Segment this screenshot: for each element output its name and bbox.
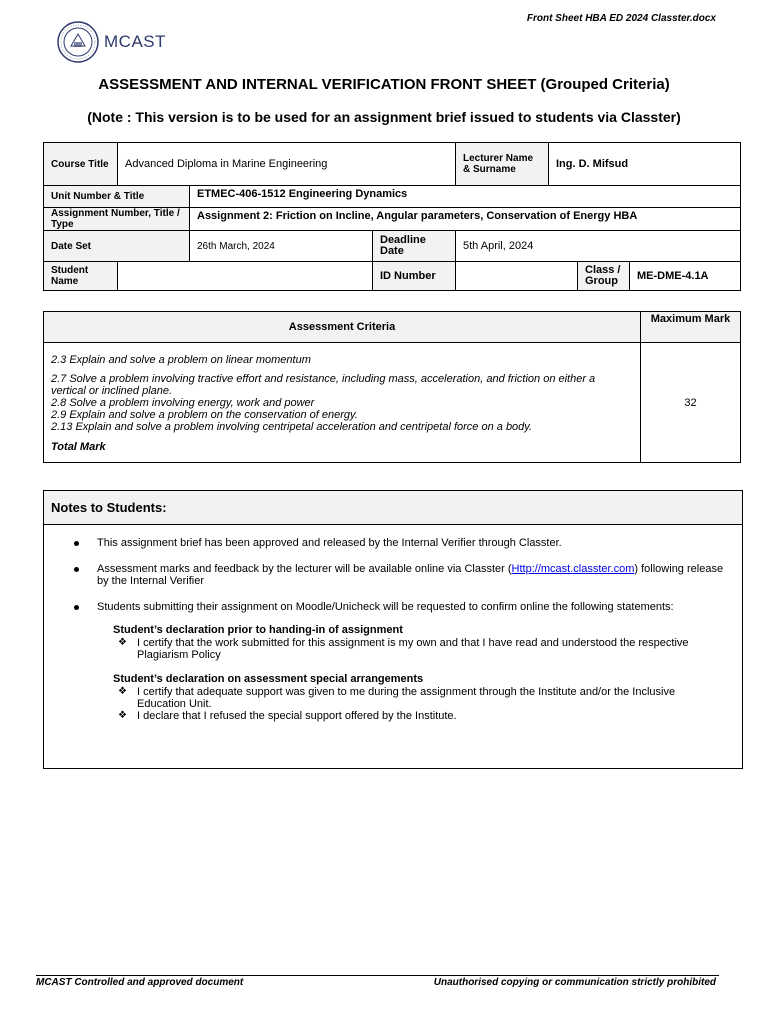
assignment-label: Assignment Number, Title / Type bbox=[44, 208, 190, 230]
notes-box bbox=[43, 490, 743, 769]
page-title: ASSESSMENT AND INTERNAL VERIFICATION FRONT SHEET (Grouped Criteria) bbox=[98, 76, 670, 93]
criteria-table bbox=[43, 311, 741, 463]
notes-bullet-text bbox=[97, 563, 727, 587]
bullet-icon bbox=[74, 537, 97, 549]
notes-body bbox=[44, 525, 742, 722]
info-row-unit bbox=[44, 186, 740, 208]
notes-bullet bbox=[74, 601, 742, 613]
class-group-value: ME-DME-4.1A bbox=[637, 270, 709, 282]
max-mark-header: Maximum Mark bbox=[650, 313, 731, 325]
criterion-item: 2.8 Solve a problem involving energy, work and power bbox=[51, 397, 315, 409]
diamond-bullet-icon: ❖ bbox=[118, 710, 127, 721]
mcast-seal-icon bbox=[56, 20, 100, 64]
deadline-value: 5th April, 2024 bbox=[463, 240, 534, 252]
mcast-logo bbox=[56, 20, 166, 64]
diamond-bullet-icon: ❖ bbox=[118, 686, 127, 697]
bullet2-text-start: Assessment marks and feedback by the lecturer will be available online via Classter ( bbox=[97, 563, 512, 575]
unit-value: ETMEC-406-1512 Engineering Dynamics bbox=[197, 188, 408, 200]
id-number-field[interactable] bbox=[456, 262, 578, 290]
declaration-title: Student’s declaration prior to handing-in of assignment bbox=[113, 624, 403, 636]
footer-left-text: MCAST Controlled and approved document bbox=[36, 977, 244, 988]
deadline-label: Deadline Date bbox=[373, 231, 456, 261]
criterion-item: 2.3 Explain and solve a problem on linear momentum bbox=[51, 354, 311, 366]
file-name: Front Sheet HBA ED 2024 Classter.docx bbox=[526, 13, 716, 24]
classter-link[interactable]: Http://mcast.classter.com bbox=[511, 563, 635, 575]
info-row-assignment bbox=[44, 208, 740, 231]
criterion-item: 2.13 Explain and solve a problem involving centripetal acceleration and centripetal force on a body. bbox=[51, 421, 533, 433]
notes-bullet bbox=[74, 537, 742, 549]
student-name-label: Student Name bbox=[44, 262, 118, 290]
criteria-header-row bbox=[44, 312, 740, 343]
assignment-value: Assignment 2: Friction on Incline, Angular parameters, Conservation of Energy HBA bbox=[197, 210, 638, 222]
criterion-item: 2.9 Explain and solve a problem on the conservation of energy. bbox=[51, 409, 358, 421]
max-mark-value: 32 bbox=[684, 396, 697, 409]
class-group-label: Class / Group bbox=[578, 262, 630, 290]
declaration-item bbox=[113, 637, 723, 661]
footer-divider bbox=[36, 975, 719, 976]
id-number-label: ID Number bbox=[373, 262, 456, 290]
lecturer-value: Ing. D. Mifsud bbox=[556, 158, 629, 170]
diamond-bullet-icon: ❖ bbox=[118, 637, 127, 648]
notes-bullet-text: Students submitting their assignment on Moodle/Unicheck will be requested to confirm online the following statements: bbox=[97, 601, 674, 613]
criteria-body-row bbox=[44, 343, 740, 462]
logo-text: MCAST bbox=[104, 32, 166, 51]
unit-label: Unit Number & Title bbox=[44, 186, 190, 207]
total-mark-label: Total Mark bbox=[51, 441, 106, 453]
course-title-value: Advanced Diploma in Marine Engineering bbox=[118, 143, 456, 185]
declaration-item-text: I certify that adequate support was given to me during the assignment through the Institute and/or the Inclusive Education Unit. bbox=[137, 686, 676, 710]
criterion-item: 2.7 Solve a problem involving tractive effort and resistance, including mass, acceleration, and friction on either a vertical or inclined plane. bbox=[51, 373, 596, 397]
criteria-list bbox=[44, 343, 641, 462]
bullet-icon bbox=[74, 601, 97, 613]
notes-bullet-text: This assignment brief has been approved and released by the Internal Verifier through Classter. bbox=[97, 537, 562, 549]
declaration-item bbox=[113, 686, 723, 710]
info-row-student bbox=[44, 262, 740, 290]
bullet-icon bbox=[74, 563, 97, 587]
footer-right-text: Unauthorised copying or communication strictly prohibited bbox=[433, 977, 716, 988]
declaration-item-text: I certify that the work submitted for this assignment is my own and that I have read and understood the respective Plagiarism Policy bbox=[137, 637, 689, 661]
bullet2-text-end: ) following release by the Internal Verifier bbox=[97, 563, 724, 587]
course-title-label: Course Title bbox=[44, 143, 118, 185]
lecturer-label: Lecturer Name & Surname bbox=[456, 143, 549, 185]
declaration-special-arrangements bbox=[113, 673, 723, 722]
info-table bbox=[43, 142, 741, 291]
notes-title: Notes to Students: bbox=[44, 491, 742, 525]
student-name-field[interactable] bbox=[118, 262, 373, 290]
declaration-item bbox=[113, 710, 723, 722]
date-set-label: Date Set bbox=[44, 231, 190, 261]
date-set-value: 26th March, 2024 bbox=[190, 231, 373, 261]
declaration-item-text: I declare that I refused the special support offered by the Institute. bbox=[137, 710, 457, 722]
declaration-title: Student’s declaration on assessment special arrangements bbox=[113, 673, 424, 685]
info-row-course bbox=[44, 143, 740, 186]
declaration-handing-in bbox=[113, 624, 723, 661]
version-note: (Note : This version is to be used for an assignment brief issued to students via Classter) bbox=[87, 109, 681, 125]
info-row-dates bbox=[44, 231, 740, 262]
notes-bullet bbox=[74, 563, 742, 587]
criteria-header: Assessment Criteria bbox=[44, 312, 641, 342]
